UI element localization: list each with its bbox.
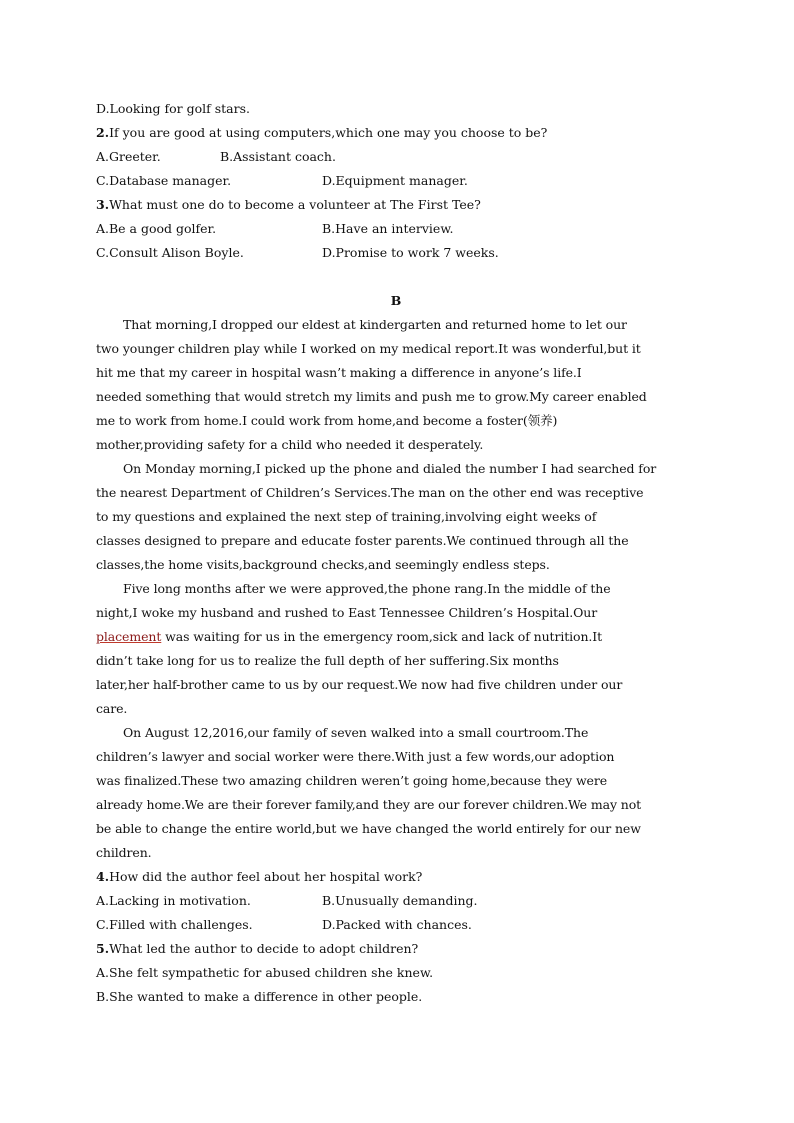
question-3 (96, 193, 696, 217)
q5-option-a: A.She felt sympathetic for abused children she knew. (96, 965, 434, 980)
question-number: 4. (96, 869, 110, 884)
paragraph-line: two younger children play while I worked on my medical report.It was wonderful,but it (96, 341, 641, 356)
paragraph-line: care. (96, 701, 128, 716)
q2-option-c: C.Database manager. (96, 173, 232, 188)
paragraph-line: classes,the home visits,background checks,and seemingly endless steps. (96, 557, 550, 572)
paragraph-line: On August 12,2016,our family of seven walked into a small courtroom.The (123, 725, 589, 740)
paragraph-line: to my questions and explained the next step of training,involving eight weeks of (96, 509, 597, 524)
paragraph-line (96, 625, 696, 649)
q3-option-a: A.Be a good golfer. (96, 221, 217, 236)
q3-options-row-2 (96, 241, 696, 265)
document-page (96, 97, 696, 1009)
section-heading: B (390, 293, 402, 308)
q3-options-row-1 (96, 217, 696, 241)
paragraph-line: the nearest Department of Children’s Services.The man on the other end was receptive (96, 485, 644, 500)
question-number: 3. (96, 197, 110, 212)
q2-option-d: D.Equipment manager. (322, 173, 468, 188)
q4-options-row-2 (96, 913, 696, 937)
question-text: What must one do to become a volunteer at The First Tee? (109, 197, 481, 212)
paragraph-line: me to work from home.I could work from home,and become a foster(领养) (96, 413, 558, 428)
q4-options-row-1 (96, 889, 696, 913)
paragraph-line: was finalized.These two amazing children weren’t going home,because they were (96, 773, 608, 788)
question-2 (96, 121, 696, 145)
question-number: 2. (96, 125, 110, 140)
q4-option-c: C.Filled with challenges. (96, 917, 253, 932)
paragraph-line: classes designed to prepare and educate foster parents.We continued through all the (96, 533, 629, 548)
q4-option-a: A.Lacking in motivation. (96, 893, 251, 908)
paragraph-line: Five long months after we were approved,the phone rang.In the middle of the (123, 581, 611, 596)
q2-option-a: A.Greeter. (96, 149, 161, 164)
q2-option-b: B.Assistant coach. (220, 149, 336, 164)
q3-option-b: B.Have an interview. (322, 221, 454, 236)
question-5 (96, 937, 696, 961)
question-text: What led the author to decide to adopt children? (109, 941, 419, 956)
paragraph-line: needed something that would stretch my limits and push me to grow.My career enabled (96, 389, 647, 404)
paragraph-line: night,I woke my husband and rushed to East Tennessee Children’s Hospital.Our (96, 605, 598, 620)
paragraph-line: mother,providing safety for a child who needed it desperately. (96, 437, 484, 452)
paragraph-line: children. (96, 845, 152, 860)
question-text: If you are good at using computers,which one may you choose to be? (109, 125, 548, 140)
paragraph-line: be able to change the entire world,but we have changed the world entirely for our new (96, 821, 641, 836)
q3-option-c: C.Consult Alison Boyle. (96, 245, 244, 260)
q4-option-d: D.Packed with chances. (322, 917, 472, 932)
q2-options-row-2 (96, 169, 696, 193)
q1-option-d: D.Looking for golf stars. (96, 101, 250, 116)
paragraph-line: didn’t take long for us to realize the full depth of her suffering.Six months (96, 653, 559, 668)
line-text: was waiting for us in the emergency room,sick and lack of nutrition.It (161, 629, 603, 644)
paragraph-line: On Monday morning,I picked up the phone and dialed the number I had searched for (123, 461, 657, 476)
paragraph-line: already home.We are their forever family,and they are our forever children.We may not (96, 797, 642, 812)
q4-option-b: B.Unusually demanding. (322, 893, 478, 908)
underlined-word-link[interactable]: placement (96, 629, 162, 644)
paragraph-line: later,her half-brother came to us by our request.We now had five children under our (96, 677, 623, 692)
question-number: 5. (96, 941, 110, 956)
question-4 (96, 865, 696, 889)
q5-option-b: B.She wanted to make a difference in other people. (96, 989, 423, 1004)
paragraph-line: That morning,I dropped our eldest at kindergarten and returned home to let our (123, 317, 627, 332)
q3-option-d: D.Promise to work 7 weeks. (322, 245, 499, 260)
question-text: How did the author feel about her hospital work? (109, 869, 423, 884)
paragraph-line: children’s lawyer and social worker were there.With just a few words,our adoption (96, 749, 615, 764)
q2-options-row-1 (96, 145, 696, 169)
paragraph-line: hit me that my career in hospital wasn’t making a difference in anyone’s life.I (96, 365, 582, 380)
